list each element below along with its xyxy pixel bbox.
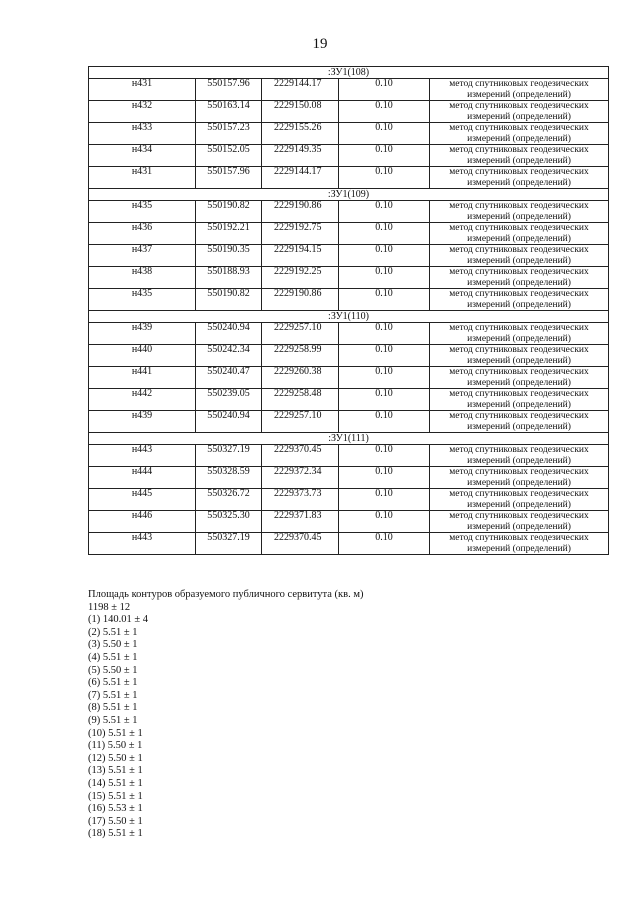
area-item: (4) 5.51 ± 1 <box>88 651 138 663</box>
y-coordinate-cell: 2229150.08 <box>262 101 339 123</box>
x-coordinate-cell: 550242.34 <box>196 345 262 367</box>
accuracy-cell: 0.10 <box>339 223 430 245</box>
group-header-row <box>89 311 609 323</box>
area-item: (5) 5.50 ± 1 <box>88 664 138 676</box>
y-coordinate-cell: 2229371.83 <box>262 511 339 533</box>
x-coordinate-cell: 550190.82 <box>196 289 262 311</box>
area-item: (11) 5.50 ± 1 <box>88 740 143 752</box>
x-coordinate-cell: 550152.05 <box>196 145 262 167</box>
point-cell: н434 <box>89 145 196 167</box>
accuracy-cell: 0.10 <box>339 323 430 345</box>
accuracy-cell: 0.10 <box>339 245 430 267</box>
method-cell: метод спутниковых геодезических измерений (определений) <box>430 123 609 145</box>
accuracy-cell: 0.10 <box>339 467 430 489</box>
point-cell: н446 <box>89 511 196 533</box>
area-item: (2) 5.51 ± 1 <box>88 626 138 638</box>
area-item: (14) 5.51 ± 1 <box>88 777 143 789</box>
x-coordinate-cell: 550190.82 <box>196 201 262 223</box>
method-cell: метод спутниковых геодезических измерений (определений) <box>430 79 609 101</box>
table-row <box>89 201 609 223</box>
table-row <box>89 411 609 433</box>
y-coordinate-cell: 2229258.48 <box>262 389 339 411</box>
area-item: (1) 140.01 ± 4 <box>88 614 149 626</box>
x-coordinate-cell: 550240.94 <box>196 411 262 433</box>
y-coordinate-cell: 2229258.99 <box>262 345 339 367</box>
y-coordinate-cell: 2229144.17 <box>262 79 339 101</box>
accuracy-cell: 0.10 <box>339 101 430 123</box>
table-row <box>89 101 609 123</box>
x-coordinate-cell: 550328.59 <box>196 467 262 489</box>
y-coordinate-cell: 2229194.15 <box>262 245 339 267</box>
x-coordinate-cell: 550326.72 <box>196 489 262 511</box>
table-row <box>89 267 609 289</box>
method-cell: метод спутниковых геодезических измерений (определений) <box>430 367 609 389</box>
coordinates-table <box>88 66 609 555</box>
table-row <box>89 533 609 555</box>
x-coordinate-cell: 550325.30 <box>196 511 262 533</box>
area-item: (9) 5.51 ± 1 <box>88 714 138 726</box>
group-header: :ЗУ1(109) <box>89 189 609 201</box>
method-cell: метод спутниковых геодезических измерений (определений) <box>430 267 609 289</box>
group-header: :ЗУ1(110) <box>89 311 609 323</box>
accuracy-cell: 0.10 <box>339 345 430 367</box>
method-cell: метод спутниковых геодезических измерений (определений) <box>430 389 609 411</box>
accuracy-cell: 0.10 <box>339 167 430 189</box>
table-row <box>89 467 609 489</box>
point-cell: н435 <box>89 201 196 223</box>
area-item: (8) 5.51 ± 1 <box>88 702 138 714</box>
point-cell: н436 <box>89 223 196 245</box>
page-number: 19 <box>312 36 328 52</box>
x-coordinate-cell: 550327.19 <box>196 533 262 555</box>
x-coordinate-cell: 550239.05 <box>196 389 262 411</box>
y-coordinate-cell: 2229192.25 <box>262 267 339 289</box>
group-header-row <box>89 433 609 445</box>
accuracy-cell: 0.10 <box>339 367 430 389</box>
table-row <box>89 123 609 145</box>
method-cell: метод спутниковых геодезических измерений (определений) <box>430 345 609 367</box>
table-row <box>89 389 609 411</box>
accuracy-cell: 0.10 <box>339 123 430 145</box>
table-row <box>89 345 609 367</box>
point-cell: н445 <box>89 489 196 511</box>
area-item: (12) 5.50 ± 1 <box>88 752 143 764</box>
point-cell: н442 <box>89 389 196 411</box>
method-cell: метод спутниковых геодезических измерений (определений) <box>430 533 609 555</box>
table-row <box>89 289 609 311</box>
accuracy-cell: 0.10 <box>339 79 430 101</box>
point-cell: н439 <box>89 411 196 433</box>
area-item: (13) 5.51 ± 1 <box>88 765 143 777</box>
accuracy-cell: 0.10 <box>339 201 430 223</box>
x-coordinate-cell: 550327.19 <box>196 445 262 467</box>
method-cell: метод спутниковых геодезических измерений (определений) <box>430 511 609 533</box>
accuracy-cell: 0.10 <box>339 289 430 311</box>
method-cell: метод спутниковых геодезических измерений (определений) <box>430 445 609 467</box>
accuracy-cell: 0.10 <box>339 267 430 289</box>
table-row <box>89 223 609 245</box>
x-coordinate-cell: 550157.96 <box>196 167 262 189</box>
point-cell: н443 <box>89 445 196 467</box>
accuracy-cell: 0.10 <box>339 533 430 555</box>
x-coordinate-cell: 550188.93 <box>196 267 262 289</box>
area-item: (3) 5.50 ± 1 <box>88 639 138 651</box>
coordinates-table-body <box>89 67 609 555</box>
point-cell: н438 <box>89 267 196 289</box>
area-item: (6) 5.51 ± 1 <box>88 677 138 689</box>
table-row <box>89 489 609 511</box>
method-cell: метод спутниковых геодезических измерений (определений) <box>430 201 609 223</box>
method-cell: метод спутниковых геодезических измерений (определений) <box>430 101 609 123</box>
table-row <box>89 79 609 101</box>
x-coordinate-cell: 550190.35 <box>196 245 262 267</box>
table-row <box>89 145 609 167</box>
area-section <box>88 589 363 841</box>
method-cell: метод спутниковых геодезических измерений (определений) <box>430 223 609 245</box>
x-coordinate-cell: 550163.14 <box>196 101 262 123</box>
table-row <box>89 167 609 189</box>
point-cell: н435 <box>89 289 196 311</box>
x-coordinate-cell: 550157.96 <box>196 79 262 101</box>
y-coordinate-cell: 2229190.86 <box>262 289 339 311</box>
group-header: :ЗУ1(108) <box>89 67 609 79</box>
y-coordinate-cell: 2229190.86 <box>262 201 339 223</box>
y-coordinate-cell: 2229370.45 <box>262 533 339 555</box>
method-cell: метод спутниковых геодезических измерений (определений) <box>430 289 609 311</box>
group-header-row <box>89 189 609 201</box>
x-coordinate-cell: 550240.94 <box>196 323 262 345</box>
accuracy-cell: 0.10 <box>339 145 430 167</box>
point-cell: н441 <box>89 367 196 389</box>
x-coordinate-cell: 550240.47 <box>196 367 262 389</box>
area-item: (15) 5.51 ± 1 <box>88 790 143 802</box>
point-cell: н440 <box>89 345 196 367</box>
y-coordinate-cell: 2229373.73 <box>262 489 339 511</box>
point-cell: н437 <box>89 245 196 267</box>
y-coordinate-cell: 2229260.38 <box>262 367 339 389</box>
point-cell: н431 <box>89 79 196 101</box>
area-total: 1198 ± 12 <box>88 601 131 613</box>
point-cell: н439 <box>89 323 196 345</box>
method-cell: метод спутниковых геодезических измерений (определений) <box>430 167 609 189</box>
y-coordinate-cell: 2229192.75 <box>262 223 339 245</box>
table-row <box>89 245 609 267</box>
y-coordinate-cell: 2229370.45 <box>262 445 339 467</box>
accuracy-cell: 0.10 <box>339 489 430 511</box>
table-row <box>89 323 609 345</box>
group-header-row <box>89 67 609 79</box>
y-coordinate-cell: 2229144.17 <box>262 167 339 189</box>
point-cell: н431 <box>89 167 196 189</box>
area-items <box>88 614 363 841</box>
point-cell: н433 <box>89 123 196 145</box>
point-cell: н444 <box>89 467 196 489</box>
table-row <box>89 511 609 533</box>
method-cell: метод спутниковых геодезических измерений (определений) <box>430 323 609 345</box>
accuracy-cell: 0.10 <box>339 511 430 533</box>
table-row <box>89 445 609 467</box>
accuracy-cell: 0.10 <box>339 411 430 433</box>
x-coordinate-cell: 550192.21 <box>196 223 262 245</box>
y-coordinate-cell: 2229257.10 <box>262 323 339 345</box>
y-coordinate-cell: 2229155.26 <box>262 123 339 145</box>
point-cell: н432 <box>89 101 196 123</box>
area-item: (10) 5.51 ± 1 <box>88 727 143 739</box>
table-row <box>89 367 609 389</box>
point-cell: н443 <box>89 533 196 555</box>
y-coordinate-cell: 2229372.34 <box>262 467 339 489</box>
area-item: (7) 5.51 ± 1 <box>88 689 138 701</box>
method-cell: метод спутниковых геодезических измерений (определений) <box>430 145 609 167</box>
method-cell: метод спутниковых геодезических измерений (определений) <box>430 489 609 511</box>
x-coordinate-cell: 550157.23 <box>196 123 262 145</box>
group-header: :ЗУ1(111) <box>89 433 609 445</box>
area-item: (16) 5.53 ± 1 <box>88 803 143 815</box>
method-cell: метод спутниковых геодезических измерений (определений) <box>430 467 609 489</box>
area-item: (17) 5.50 ± 1 <box>88 815 143 827</box>
method-cell: метод спутниковых геодезических измерений (определений) <box>430 411 609 433</box>
y-coordinate-cell: 2229149.35 <box>262 145 339 167</box>
accuracy-cell: 0.10 <box>339 389 430 411</box>
method-cell: метод спутниковых геодезических измерений (определений) <box>430 245 609 267</box>
y-coordinate-cell: 2229257.10 <box>262 411 339 433</box>
accuracy-cell: 0.10 <box>339 445 430 467</box>
area-title: Площадь контуров образуемого публичного сервитута (кв. м) <box>88 589 364 600</box>
area-item: (18) 5.51 ± 1 <box>88 828 143 840</box>
